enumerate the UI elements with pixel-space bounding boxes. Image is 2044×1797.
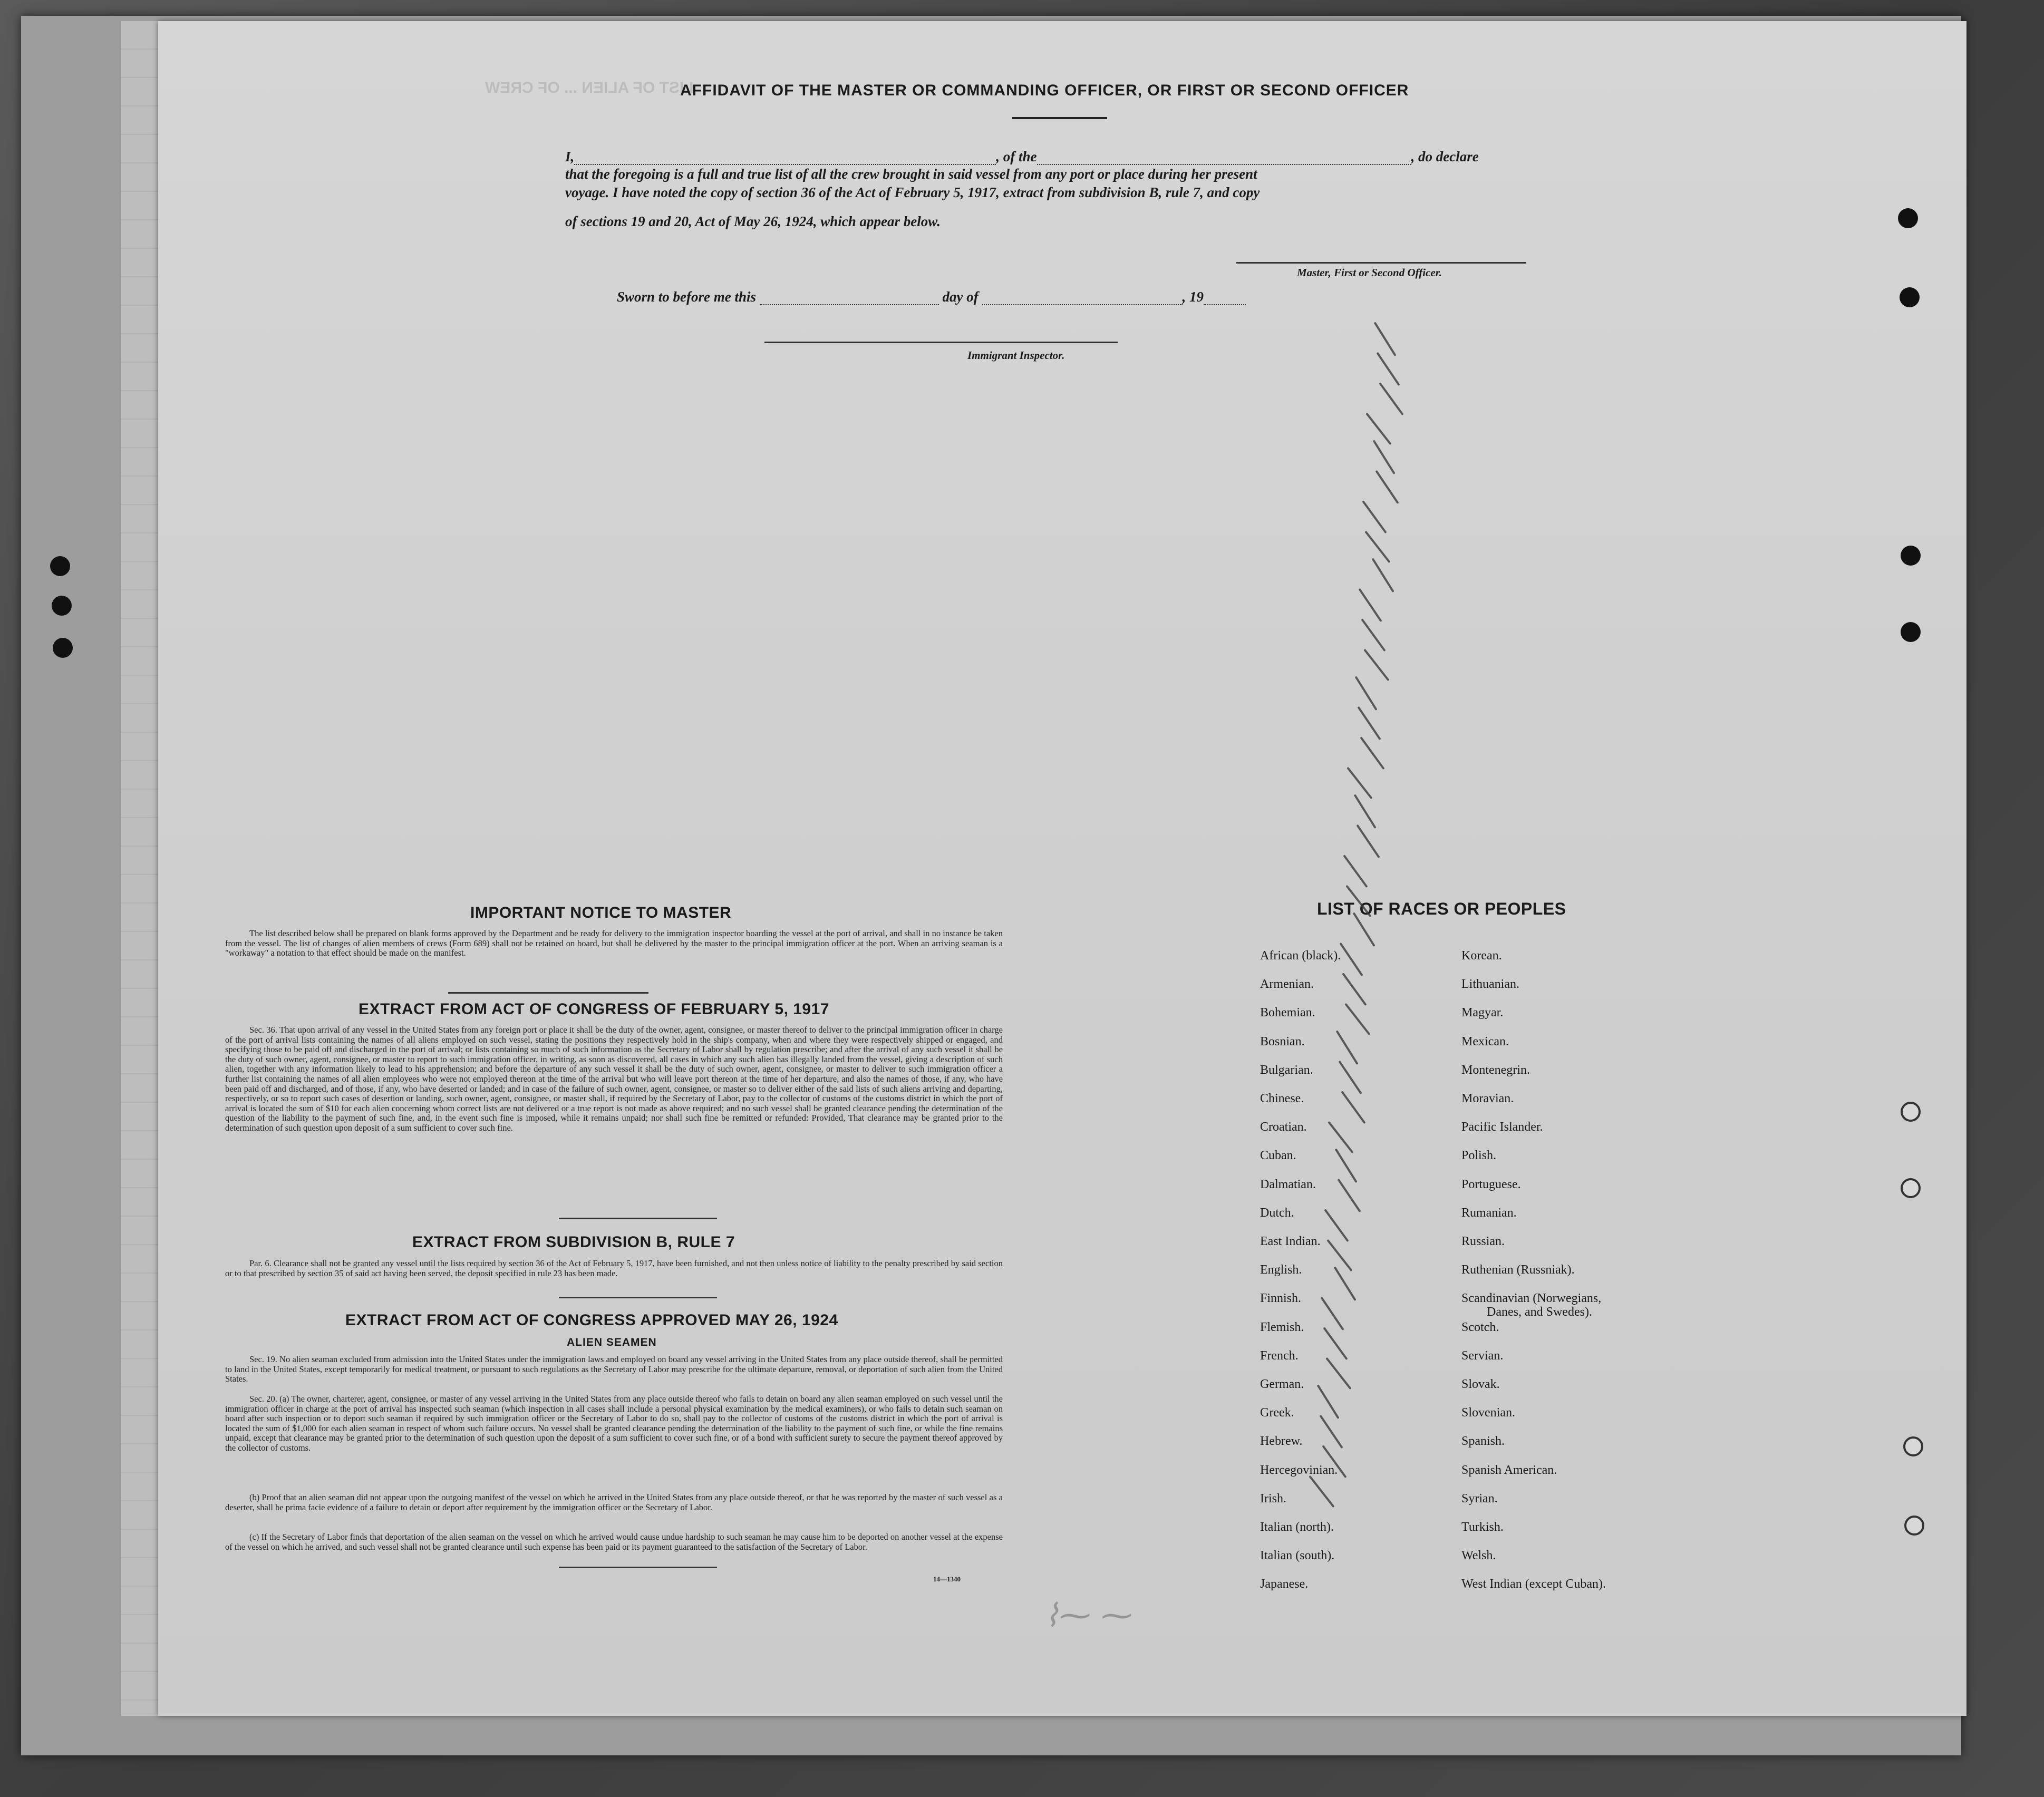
punch-hole [1901,622,1921,642]
race-item: Hebrew. [1260,1434,1303,1449]
day-of-label: day of [942,289,979,305]
race-item: Cuban. [1260,1149,1296,1163]
alien-seamen-heading: ALIEN SEAMEN [567,1336,657,1348]
race-item: East Indian. [1260,1235,1321,1248]
section-rule [559,1297,717,1298]
punch-hole [1903,1436,1923,1456]
title-rule [1012,117,1107,119]
affidavit-line-4: of sections 19 and 20, Act of May 26, 1924, which appear below. [565,213,941,229]
form-page [158,21,1966,1716]
punch-hole [1901,546,1921,566]
punch-hole [53,638,73,658]
affidavit-line-3: voyage. I have noted the copy of section 36 of the Act of February 5, 1917, extract from subdivision B, rule 7, and copy [565,184,1260,200]
sworn-day-field[interactable] [760,304,939,305]
form-number: 14—1340 [933,1575,961,1583]
races-heading: LIST OF RACES OR PEOPLES [1317,899,1566,918]
race-item: German. [1260,1377,1304,1391]
race-item: Spanish. [1461,1434,1505,1449]
race-item: Montenegrin. [1461,1063,1530,1077]
race-item: Finnish. [1260,1291,1302,1306]
act-1917-text: Sec. 36. That upon arrival of any vessel in the United States from any foreign port or place it shall be the duty of the owner, agent, consignee, or master thereof to deliver to the principal immigration officer in charge of the port of arrival lists containing the names of all aliens employed on such vessel, stating the positions they respectively hold in the ship's company, when and where they were respectively shipped or engaged, and specifying those to be paid off and discharged in the port of arrival; or lists containing so much of such information as the Secretary of Labor shall by regulation prescribe; and after the arrival of any such vessel it shall be the duty of such owner, agent, consignee, or master to report to such immigration officer, in writing, as soon as discovered, all cases in which any such alien has illegally landed from the vessel, giving a description of such alien, together with any information likely to lead to his apprehension; and before the departure of any such vessel it shall be the duty of such owner, agent, consignee, or master to deliver to such immigration officer a further list containing the names of all alien employees who were not employed thereon at the time of the arrival but who will leave port thereon at the time of her departure, and also the names of those, if any, who have been paid off and discharged, and of those, if any, who have deserted or landed; and in case of the failure of such owner, agent, consignee, or master so to deliver either of the said lists of such aliens arriving and departing, respectively, or so to report such cases of desertion or landing, such owner, agent, consignee, or master shall, if required by the Secretary of Labor, pay to the collector of customs of the customs district in which the port of arrival is located the sum of $10 for each alien concerning whom correct lists are not delivered or a true report is not made as above required; and no such vessel shall be granted clearance pending the determination of the question of the liability to the payment of such fine, and, in the event such fine is imposed, while it remains unpaid; nor shall such fine be remitted or refunded: Provided, That clearance may be granted prior to the determination of such question upon deposit of a sum sufficient to cover such fine. [225,1025,1003,1133]
race-item: Dutch. [1260,1206,1294,1220]
vessel-label: , of the [996,149,1037,164]
race-item: Armenian. [1260,977,1314,992]
race-item: Moravian. [1461,1092,1514,1105]
rule-7-text: Par. 6. Clearance shall not be granted any vessel until the lists required by section 36 of the Act of February 5, 1917, have been furnished, and not then unless notice of liability to the penalty prescribed by said section or to that prescribed by section 35 of said act having been served, the deposit specified in rule 23 has been made. [225,1258,1003,1278]
race-item: Croatian. [1260,1120,1307,1134]
race-item: Mexican. [1461,1034,1509,1048]
punch-hole [1901,1178,1921,1198]
race-item: Hercegovinian. [1260,1463,1338,1477]
race-item: Slovak. [1461,1377,1500,1391]
sec-20b-text: (b) Proof that an alien seaman did not appear upon the outgoing manifest of the vessel on which he arrived in the United States from any place outside thereof, or that he was reported by the master of such vessel as a deserter, shall be prima facie evidence of a failure to detain or deport after requirement by the immigration officer or the Secretary of Labor. [225,1492,1003,1512]
race-item: Servian. [1461,1348,1504,1363]
sworn-label: Sworn to before me this [617,289,757,305]
race-item: African (black). [1260,949,1341,963]
declarant-name-field[interactable] [574,164,996,165]
sworn-line [617,289,1246,305]
inspector-signature-line[interactable] [764,342,1118,343]
affidavit-line-2: that the foregoing is a full and true list of all the crew brought in said vessel from any port or place during her present [565,166,1257,182]
pencil-scrawl: ⌇⁓ ⁓ [1044,1597,1133,1634]
section-rule [559,1567,717,1568]
race-item: Russian. [1461,1235,1505,1248]
affidavit-line-1 [565,149,1479,165]
act-1924-heading: EXTRACT FROM ACT OF CONGRESS APPROVED MAY 26, 1924 [345,1312,838,1329]
race-item: Dalmatian. [1260,1177,1316,1191]
notice-text: The list described below shall be prepared on blank forms approved by the Department and be ready for delivery to the immigration inspector boarding the vessel at the port of arrival, and shall in no instance be taken from the vessel. The list of changes of alien members of crews (Form 689) shall not be retained on board, but shall be delivered by the master to the principal immigration officer at the port. When an arriving seaman is a "workaway" a notation to that effect should be made on the manifest. [225,928,1003,958]
race-item: Scandinavian (Norwegians, [1461,1291,1602,1306]
notice-heading: IMPORTANT NOTICE TO MASTER [470,904,732,921]
sworn-month-field[interactable] [982,304,1183,305]
race-item: Flemish. [1260,1320,1304,1334]
race-item: Portuguese. [1461,1177,1521,1191]
race-item: Bohemian. [1260,1006,1315,1020]
sec-19-text: Sec. 19. No alien seaman excluded from admission into the United States under the immigration laws and employed on board any vessel arriving in the United States from any place outside thereof, shall be permitted to land in the United States, except temporarily for medical treatment, or pursuant to such regulations as the Secretary of Labor may prescribe for the ultimate departure, removal, or deportation of such alien from the United States. [225,1354,1003,1384]
race-item: Irish. [1260,1491,1286,1505]
race-item: Lithuanian. [1461,977,1519,992]
race-item: Italian (north). [1260,1520,1334,1534]
race-item: Rumanian. [1461,1206,1517,1220]
declare-label: , do declare [1411,149,1479,164]
race-item: Magyar. [1461,1006,1504,1020]
section-rule [448,992,648,994]
race-item: Bulgarian. [1260,1063,1313,1077]
race-item: West Indian (except Cuban). [1461,1577,1606,1591]
race-item: Turkish. [1461,1520,1504,1534]
punch-hole [1901,1102,1921,1122]
race-item: Japanese. [1260,1577,1309,1591]
race-item: Syrian. [1461,1491,1498,1505]
punch-hole [50,556,70,576]
affidavit-title: AFFIDAVIT OF THE MASTER OR COMMANDING OFFICER, OR FIRST OR SECOND OFFICER [680,82,1409,99]
race-item: Welsh. [1461,1549,1496,1563]
race-item: Bosnian. [1260,1034,1305,1048]
master-caption: Master, First or Second Officer. [1297,266,1442,279]
race-item: Korean. [1461,949,1502,963]
race-item: Slovenian. [1461,1406,1515,1420]
bleed-through-text: LIST OF ALIEN ... OF CREW [485,79,694,96]
punch-hole [1904,1516,1924,1536]
race-item: Scotch. [1461,1320,1499,1334]
race-item: Danes, and Swedes). [1487,1305,1592,1319]
declarant-label: I, [565,149,575,164]
race-item: Italian (south). [1260,1549,1335,1563]
race-item: Polish. [1461,1149,1497,1163]
race-item: French. [1260,1348,1299,1363]
race-item: Pacific Islander. [1461,1120,1543,1134]
sec-20a-text: Sec. 20. (a) The owner, charterer, agent, consignee, or master of any vessel arriving in the United States from any place outside thereof who fails to detain on board any alien seaman employed on such vessel until the immigration officer in charge at the port of arrival has inspected such seaman (which inspection in all cases shall include a personal physical examination by the medical examiners), or who fails to detain such seaman on board after such inspection or to deport such seaman if required by such immigration officer or the Secretary of Labor to do so, shall pay to the collector of customs of the customs district in which the port of arrival is located the sum of $1,000 for each alien seaman in respect of whom such failure occurs. No vessel shall be granted clearance pending the determination of the liability to the payment of such fine, or while the fine remains unpaid, except that clearance may be granted prior to the determination of such question upon the deposit of a sum sufficient to cover such fine, or of a bond with sufficient surety to secure the payment thereof approved by the collector of customs. [225,1394,1003,1453]
sworn-year-field[interactable] [1204,304,1246,305]
punch-hole [1900,287,1920,307]
section-rule [559,1218,717,1219]
year-label: , 19 [1182,289,1204,305]
master-signature-line[interactable] [1236,262,1526,264]
vessel-name-field[interactable] [1037,164,1411,165]
race-item: English. [1260,1263,1302,1277]
inspector-caption: Immigrant Inspector. [967,349,1065,362]
race-item: Greek. [1260,1406,1294,1420]
race-item: Ruthenian (Russniak). [1461,1263,1575,1277]
race-item: Chinese. [1260,1092,1304,1105]
race-item: Spanish American. [1461,1463,1557,1477]
sec-20c-text: (c) If the Secretary of Labor finds that deportation of the alien seaman on the vessel on which he arrived would cause undue hardship to such seaman he may cause him to be deported on another vessel at the expense of the vessel on which he arrived, and such vessel shall not be granted clearance until such expense has been paid or its payment guaranteed to the satisfaction of the Secretary of Labor. [225,1532,1003,1552]
ledger-edge [121,21,161,1716]
act-1917-heading: EXTRACT FROM ACT OF CONGRESS OF FEBRUARY 5, 1917 [359,1001,829,1018]
punch-hole [1898,208,1918,228]
punch-hole [52,596,72,616]
rule-7-heading: EXTRACT FROM SUBDIVISION B, RULE 7 [412,1233,735,1251]
